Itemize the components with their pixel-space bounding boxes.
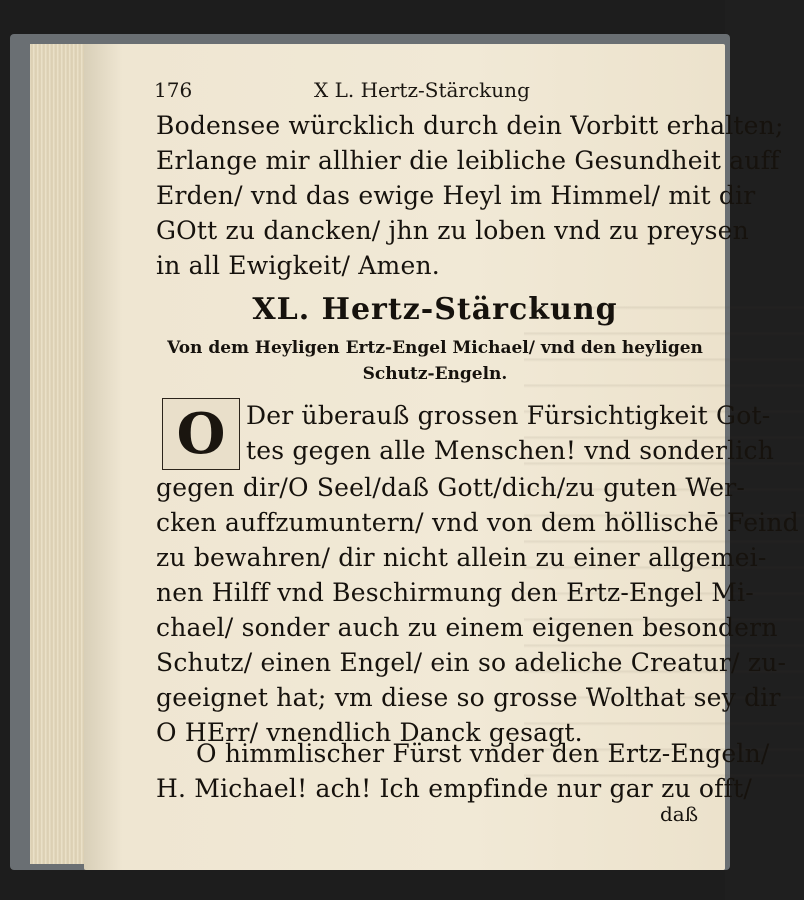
running-head xyxy=(154,78,714,108)
text-line: tes gegen alle Menschen! vnd sonderlich xyxy=(246,436,775,465)
paragraph-1 xyxy=(156,108,784,283)
text-line: gegen dir/O Seel/daß Gott/dich/zu guten Wer- xyxy=(156,473,746,502)
running-title: X L. Hertz-Stärckung xyxy=(314,78,530,102)
text-line: nen Hilff vnd Beschirmung den Ertz-Engel Mi- xyxy=(156,578,754,607)
catchword: daß xyxy=(660,802,699,826)
text-line: GOtt zu dancken/ jhn zu loben vnd zu preysen xyxy=(156,216,749,245)
chapter-title: XL. Hertz-Stärckung xyxy=(252,292,618,327)
text-line: cken auffzumuntern/ vnd von dem höllischē Feind xyxy=(156,508,799,537)
text-line: geeignet hat; vm diese so grosse Wolthat sey dir xyxy=(156,683,781,712)
text-line: Der überauß grossen Fürsichtigkeit Got- xyxy=(246,401,771,430)
text-line: Erden/ vnd das ewige Heyl im Himmel/ mit dir xyxy=(156,181,756,210)
paragraph-2 xyxy=(156,470,799,750)
chapter-subtitle-continued: Schutz-Engeln. xyxy=(362,364,508,384)
text-line: zu bewahren/ dir nicht allein zu einer allgemei- xyxy=(156,543,767,572)
text-line: Bodensee würcklich durch dein Vorbitt erhalten; xyxy=(156,111,784,140)
decorated-initial: O xyxy=(162,398,240,470)
page-number: 176 xyxy=(154,78,193,102)
text-line: Erlange mir allhier die leibliche Gesundheit auff xyxy=(156,146,780,175)
text-line: O himmlischer Fürst vnder den Ertz-Engeln/ xyxy=(196,739,770,768)
text-line: in all Ewigkeit/ Amen. xyxy=(156,251,440,280)
text-line: chael/ sonder auch zu einem eigenen besondern xyxy=(156,613,778,642)
paragraph-2-opening xyxy=(246,398,775,468)
text-line: H. Michael! ach! Ich empfinde nur gar zu offt/ xyxy=(156,774,752,803)
text-line: O HErr/ vnendlich Danck gesagt. xyxy=(156,718,583,747)
paragraph-3 xyxy=(156,736,770,806)
chapter-subtitle: Von dem Heyligen Ertz-Engel Michael/ vnd den heyligen xyxy=(167,338,703,358)
text-line: Schutz/ einen Engel/ ein so adeliche Creatur/ zu- xyxy=(156,648,787,677)
